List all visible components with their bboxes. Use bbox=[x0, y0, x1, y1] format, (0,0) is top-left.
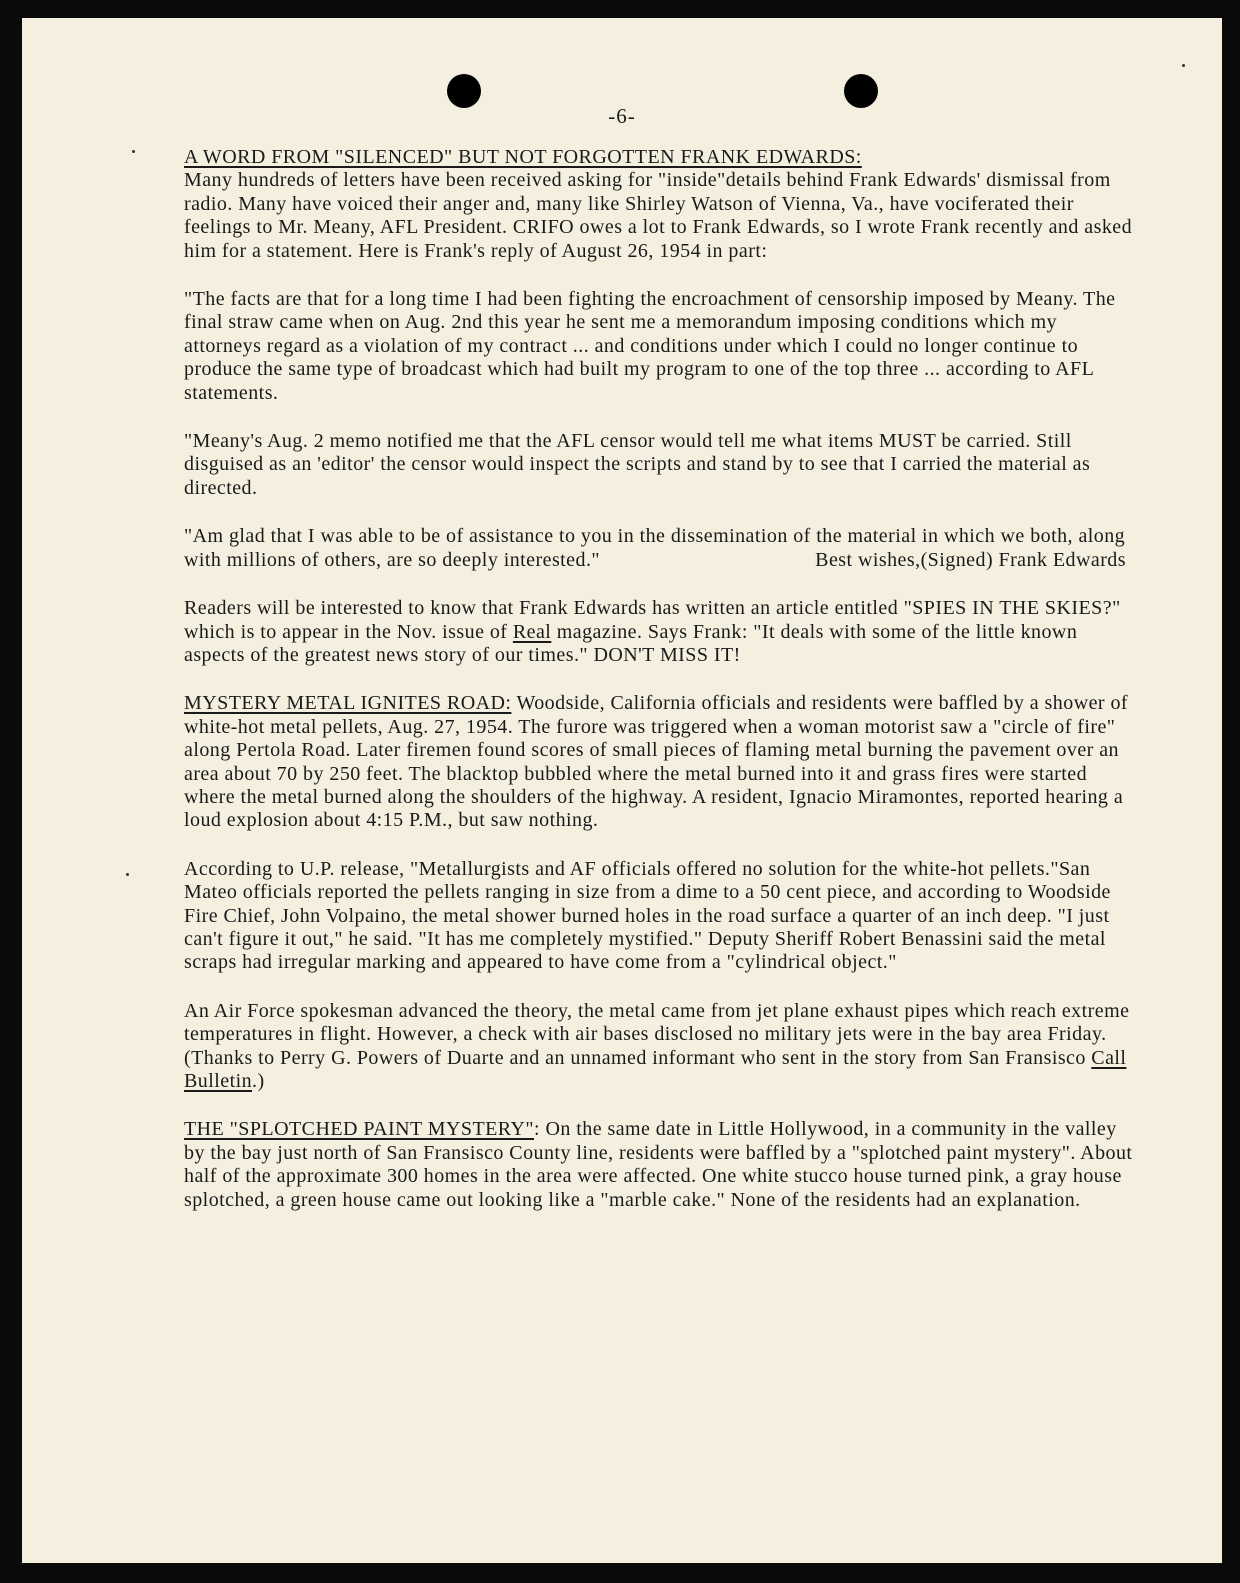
up-release-paragraph: According to U.P. release, "Metallurgists and AF officials offered no solution for the white-hot pellets."San Mateo officials reported the pellets ranging in size from a dime to a 50 cent piece, and according to Woodside Fire Chief, John Volpaino, the metal shower burned holes in the road surface a quarter of an inch deep. "I just can't figure it out," he said. "It has me completely mystified." Deputy Sheriff Robert Benassini said the metal scraps had irregular marking and appeared to have come from a "cylindrical object." bbox=[184, 857, 1111, 974]
mystery-metal-paragraph bbox=[184, 692, 1134, 832]
page-number: -6- bbox=[608, 104, 636, 128]
punch-hole bbox=[844, 74, 878, 108]
paper-speck bbox=[132, 150, 135, 153]
mystery-metal-heading: MYSTERY METAL IGNITES ROAD: bbox=[184, 692, 512, 715]
punch-hole bbox=[447, 74, 481, 108]
document-page bbox=[22, 18, 1222, 1563]
magazine-title: Real bbox=[512, 620, 552, 643]
signature: Best wishes,(Signed) Frank Edwards bbox=[815, 548, 1126, 571]
paper-speck bbox=[126, 873, 129, 876]
article-body bbox=[184, 146, 1134, 1237]
splotched-paint-paragraph bbox=[184, 1118, 1134, 1212]
quote-paragraph: "Meany's Aug. 2 memo notified me that the AFL censor would tell me what items MUST be carried. Still disguised as an 'editor' the censor would inspect the scripts and stand by to see that I carried the material as directed. bbox=[184, 430, 1091, 499]
paper-speck bbox=[1182, 64, 1185, 67]
splotched-paint-text: : On the same date in Little Hollywood, in a community in the valley by the bay just north of San Fransisco County line, residents were baffled by a "splotched paint mystery". About half of the approximate 300 homes in the area were affected. One white stucco house turned pink, a gray house splotched, a green house came out looking like a "marble cake." None of the residents had an explanation. bbox=[184, 1118, 1133, 1211]
frank-edwards-heading: A WORD FROM "SILENCED" BUT NOT FORGOTTEN FRANK EDWARDS: bbox=[184, 146, 862, 168]
air-force-text: .) bbox=[252, 1070, 265, 1092]
air-force-text: An Air Force spokesman advanced the theory, the metal came from jet plane exhaust pipes which reach extreme temperatures in flight. However, a check with air bases disclosed no military jets were in the bay area Friday. (Thanks to Perry G. Powers of Duarte and an unnamed informant who sent in the story from San Fransisco bbox=[184, 999, 1130, 1069]
newspaper-title: Call Bulletin bbox=[184, 1046, 1127, 1092]
air-force-paragraph bbox=[184, 1000, 1134, 1094]
readers-text: magazine. Says Frank: "It deals with some of the little known aspects of the greatest news story of our times." DON'T MISS IT! bbox=[184, 620, 1078, 666]
readers-text: Readers will be interested to know that Frank Edwards has written an article entitled "SPIES IN THE SKIES?" which is to appear in the Nov. issue of bbox=[184, 597, 1121, 643]
splotched-paint-heading: THE "SPLOTCHED PAINT MYSTERY" bbox=[184, 1118, 534, 1141]
section-heading bbox=[184, 146, 1134, 169]
intro-paragraph: Many hundreds of letters have been received asking for "inside"details behind Frank Edwards' dismissal from radio. Many have voiced their anger and, many like Shirley Watson of Vienna, Va., have vociferated their feelings to Mr. Meany, AFL President. CRIFO owes a lot to Frank Edwards, so I wrote Frank recently and asked him for a statement. Here is Frank's reply of August 26, 1954 in part: bbox=[184, 169, 1133, 262]
quote-paragraph: "The facts are that for a long time I had been fighting the encroachment of censorship imposed by Meany. The final straw came when on Aug. 2nd this year he sent me a memorandum imposing conditions which my attorneys regard as a violation of my contract ... and conditions under which I could no longer continue to produce the same type of broadcast which had built my program to one of the top three ... according to AFL statements. bbox=[184, 288, 1116, 404]
readers-paragraph bbox=[184, 597, 1134, 667]
closing-quote: "Am glad that I was able to be of assistance to you in the dissemination of the material in which we both, along with millions of others, are so deeply interested." bbox=[184, 525, 1126, 571]
mystery-metal-text: Woodside, California officials and residents were baffled by a shower of white-hot metal pellets, Aug. 27, 1954. The furore was triggered when a woman motorist saw a "circle of fire" along Pertola Road. Later firemen found scores of small pieces of flaming metal burning the pavement over an area about 70 by 250 feet. The blacktop bubbled where the metal burned into it and grass fires were started where the metal burned along the shoulders of the highway. A resident, Ignacio Miramontes, reported hearing a loud explosion about 4:15 P.M., but saw nothing. bbox=[184, 692, 1129, 832]
quote-paragraph-closing bbox=[184, 525, 1134, 572]
